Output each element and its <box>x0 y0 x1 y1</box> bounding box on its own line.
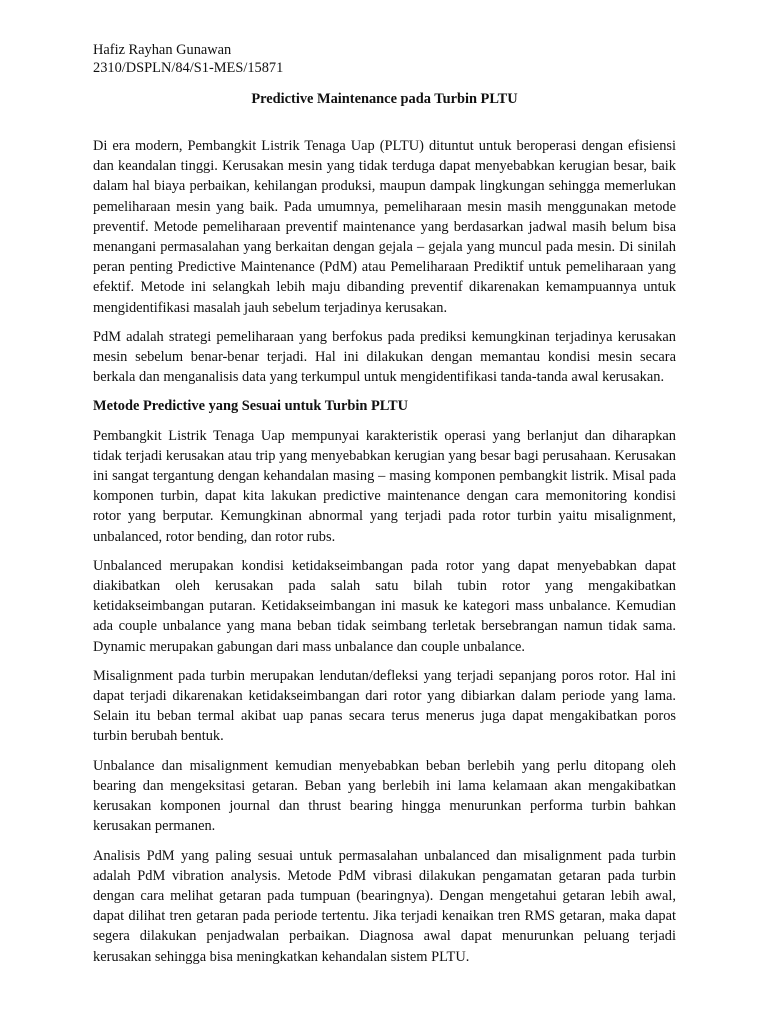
paragraph-section-3: Misalignment pada turbin merupakan lendutan/defleksi yang terjadi sepanjang poros rotor. Hal ini dapat terjadi dikarenakan ketidakseimbangan dari rotor yang dibiarkan dalam periode yang lama. Selain itu beban termal akibat uap panas secara terus menerus juga dapat mengakibatkan poros turbin berubah bentuk. <box>93 667 676 745</box>
paragraph-section-4: Unbalance dan misalignment kemudian menyebabkan beban berlebih yang perlu ditopang oleh bearing dan mengeksitasi getaran. Beban yang berlebih ini lama kelamaan akan mengakibatkan kerusakan komponen journal dan thrust bearing hingga menurunkan performa turbin bahkan kerusakan permanen. <box>93 757 676 835</box>
author-name: Hafiz Rayhan Gunawan <box>93 42 232 58</box>
paragraph-section-2: Unbalanced merupakan kondisi ketidakseimbangan pada rotor yang dapat menyebabkan dapat diakibatkan oleh kerusakan pada salah satu bilah tubin rotor yang mengakibatkan ketidakseimbangan putaran. Ketidakseimbangan ini masuk ke kategori mass unbalance. Kemudian ada couple unbalance yang mana beban tidak seimbang terletak bersebrangan namun tidak sama. Dynamic merupakan gabungan dari mass unbalance dan couple unbalance. <box>93 557 676 655</box>
student-id: 2310/DSPLN/84/S1-MES/15871 <box>93 60 284 76</box>
document-content <box>93 41 676 976</box>
section-heading: Metode Predictive yang Sesuai untuk Turbin PLTU <box>93 398 409 415</box>
document-body <box>93 136 676 967</box>
paragraph-intro-2: PdM adalah strategi pemeliharaan yang berfokus pada prediksi kemungkinan terjadinya kerusakan mesin sebelum benar-benar terjadi. Hal ini dilakukan dengan memantau kondisi mesin secara berkala dan menganalisis data yang terkumpul untuk mengidentifikasi tanda-tanda awal kerusakan. <box>93 328 676 386</box>
paragraph-section-5: Analisis PdM yang paling sesuai untuk permasalahan unbalanced dan misalignment pada turbin adalah PdM vibration analysis. Metode PdM vibrasi dilakukan pengamatan getaran pada turbin dengan cara melihat getaran pada tumpuan (bearingnya). Dengan mengetahui getaran lebih awal, dapat dilihat tren getaran pada periode tertentu. Jika terjadi kenaikan tren RMS getaran, maka dapat segera dilakukan penjadwalan perbaikan. Diagnosa awal dapat menurunkan peluang terjadi kerusakan sehingga bisa meningkatkan kehandalan sistem PLTU. <box>93 847 676 965</box>
document-title: Predictive Maintenance pada Turbin PLTU <box>251 91 518 107</box>
paragraph-intro-1: Di era modern, Pembangkit Listrik Tenaga Uap (PLTU) dituntut untuk beroperasi dengan efisiensi dan keandalan tinggi. Kerusakan mesin yang tidak terduga dapat menyebabkan kerugian besar, baik dalam hal biaya perbaikan, kehilangan produksi, maupun dampak lingkungan sehingga memerlukan pemeliharaan mesin yang baik. Pada umumnya, pemeliharaan mesin masih menggunakan metode preventif. Metode pemeliharaan preventif maintenance yang berdasarkan jadwal masih belum bisa menangani permasalahan yang berkaitan dengan gejala – gejala yang muncul pada mesin. Di sinilah peran penting Predictive Maintenance (PdM) atau Pemeliharaan Prediktif untuk pemeliharaan yang efektif. Metode ini selangkah lebih maju dibanding preventif dikarenakan kemampuannya untuk mengidentifikasi masalah jauh sebelum terjadinya kerusakan. <box>93 138 676 316</box>
paragraph-section-1: Pembangkit Listrik Tenaga Uap mempunyai karakteristik operasi yang berlanjut dan diharapkan tidak terjadi kerusakan atau trip yang menyebabkan kerugian yang besar bagi perusahaan. Kerusakan ini sangat tergantung dengan kehandalan masing – masing komponen pembangkit listrik. Misal pada komponen turbin, dapat kita lakukan predictive maintenance dengan cara memonitoring kondisi rotor yang berputar. Kemungkinan abnormal yang terjadi pada rotor turbin yaitu misalignment, unbalanced, rotor bending, dan rotor rubs. <box>93 427 676 545</box>
